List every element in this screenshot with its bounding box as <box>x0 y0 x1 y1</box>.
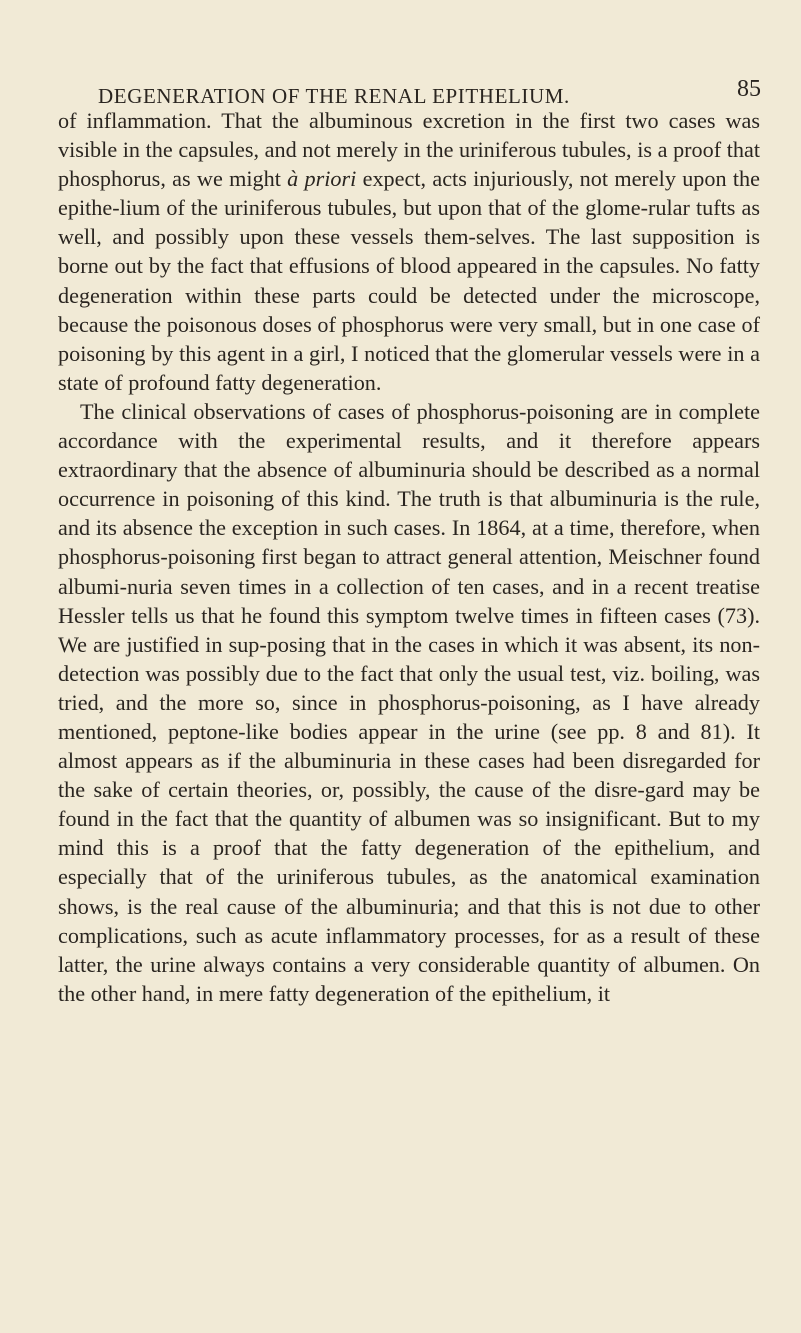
paragraph <box>58 397 760 1008</box>
paragraph-text: expect, acts injuriously, not merely upon the epithe-lium of the uriniferous tubules, but upon that of the glome-rular tufts as well, and possibly upon these vessels them-selves. The last supposition is borne out by the fact that effusions of blood appeared in the capsules. No fatty degeneration within these parts could be detected under the microscope, because the poisonous doses of phosphorus were very small, but in one case of poisoning by this agent in a girl, I noticed that the glomerular vessels were in a state of profound fatty degeneration. <box>58 166 760 395</box>
page-number: 85 <box>737 76 761 102</box>
paragraph-text: of inflammation. That the albuminous excretion in the first two cases was visible in the capsules, and not merely in the uriniferous tubules, is a proof that phosphorus, as we might <box>58 108 760 192</box>
body-text <box>58 106 760 1008</box>
latin-phrase: à priori <box>287 166 357 192</box>
running-head-title: DEGENERATION OF THE RENAL EPITHELIUM. <box>98 84 570 108</box>
paragraph <box>58 106 760 397</box>
paragraph-text: The clinical observations of cases of phosphorus-poisoning are in complete accordance with the experimental results, and it therefore appears extraordinary that the absence of albuminuria should be described as a normal occurrence in poisoning of this kind. The truth is that albuminuria is the rule, and its absence the exception in such cases. In 1864, at a time, therefore, when phosphorus-poisoning first began to attract general attention, Meischner found albumi-nuria seven times in a collection of ten cases, and in a recent treatise Hessler tells us that he found this symptom twelve times in fifteen cases (73). We are justified in sup-posing that in the cases in which it was absent, its non-detection was possibly due to the fact that only the usual test, viz. boiling, was tried, and the more so, since in phosphorus-poisoning, as I have already mentioned, peptone-like bodies appear in the urine (see pp. 8 and 81). It almost appears as if the albuminuria in these cases had been disregarded for the sake of certain theories, or, possibly, the cause of the disre-gard may be found in the fact that the quantity of albumen was so insignificant. But to my mind this is a proof that the fatty degeneration of the epithelium, and especially that of the uriniferous tubules, as the anatomical examination shows, is the real cause of the albuminuria; and that this is not due to other complications, such as acute inflammatory processes, for as a result of these latter, the urine always contains a very considerable quantity of albumen. On the other hand, in mere fatty degeneration of the epithelium, it <box>58 398 760 1006</box>
